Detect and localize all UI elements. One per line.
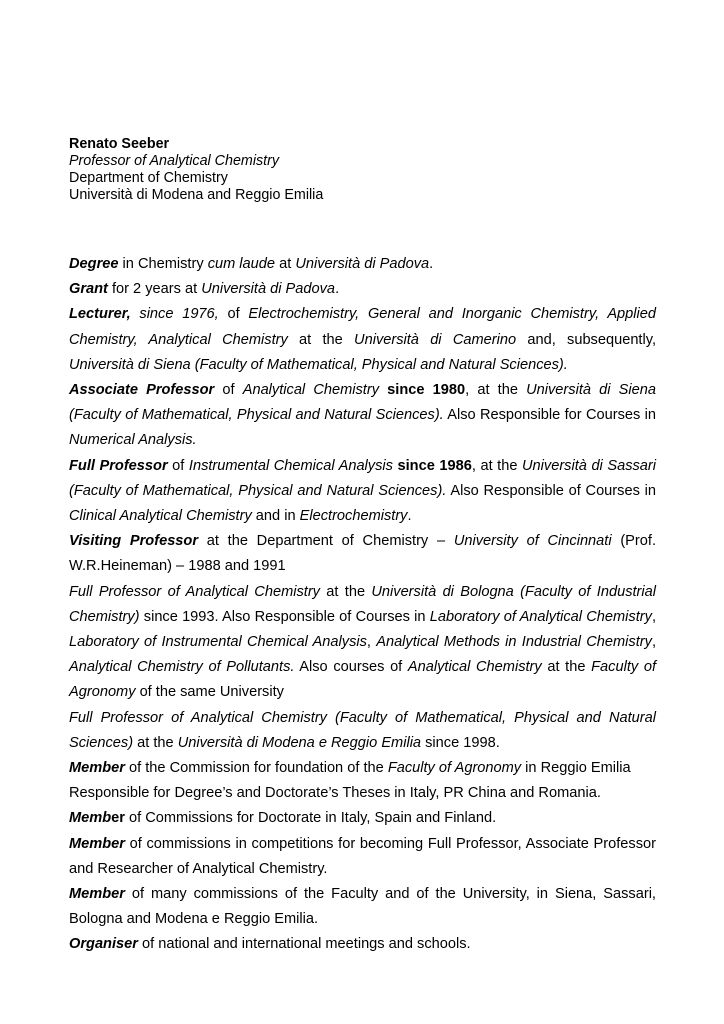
author-header (69, 136, 659, 204)
cv-paragraph (69, 806, 656, 831)
text-run: for 2 years at (107, 281, 202, 298)
text-run: , (651, 634, 656, 651)
text-run: Full Professor of Analytical Chemistry (69, 583, 320, 600)
text-run: Analytical Methods in Industrial Chemistry (376, 634, 652, 651)
text-run: Analytical Chemistry of Pollutants. (69, 659, 295, 676)
text-run: Università di Modena e Reggio Emilia (177, 734, 422, 751)
text-run: Università di Camerino (354, 331, 517, 348)
text-run: Università di Padova (201, 281, 336, 298)
text-run: Organiser (69, 936, 138, 953)
text-run: in Chemistry (118, 256, 208, 272)
cv-paragraph (69, 706, 656, 756)
author-title: Professor of Analytical Chemistry (69, 153, 280, 169)
text-run: , (366, 634, 377, 651)
text-run: of the same University (135, 684, 284, 701)
text-run: Full Professor of Analytical Chemistry (Faculty of Mathematical, Physical and Natural Sciences) (69, 709, 656, 751)
text-run: and, subsequently, (516, 331, 656, 348)
text-run: Università di Bologna (Faculty of Industrial Chemistry) (69, 583, 657, 625)
text-run: . (407, 508, 412, 525)
cv-paragraph (69, 252, 656, 277)
cv-paragraph (69, 781, 656, 806)
text-run: Also courses of (294, 659, 408, 676)
text-run: Full Professor (69, 457, 168, 474)
text-run: at the Department of Chemistry – (198, 533, 454, 550)
text-run: at the (287, 331, 355, 348)
text-run: since 1993. Also Responsible of Courses in (139, 608, 430, 625)
text-run: Grant (69, 281, 108, 298)
text-run: at the (133, 734, 178, 751)
text-run: of (227, 306, 249, 323)
text-run: Faculty of Agronomy (387, 760, 522, 777)
text-run: Lecturer, (69, 306, 131, 323)
author-name: Renato Seeber (69, 136, 170, 152)
text-run: University of Cincinnati (453, 533, 612, 550)
cv-paragraph (69, 756, 656, 781)
text-run: Numerical Analysis. (69, 432, 197, 449)
text-run: since 1986 (397, 457, 472, 474)
text-run: Associate Professor (69, 382, 215, 399)
text-run: , at the (471, 457, 523, 474)
text-run: Analytical Chemistry (407, 659, 542, 676)
text-run: Degree (69, 256, 119, 272)
text-run: Università di Sassari (Faculty of Mathematical, Physical and Natural Sciences). (69, 457, 657, 499)
text-run: of the Commission for foundation of the (124, 760, 388, 777)
text-run: Member (69, 886, 125, 903)
cv-paragraph (69, 378, 656, 454)
text-run: . (335, 281, 340, 298)
text-run: of many commissions of the Faculty and of the University, in Siena, Sassari, Bologna and Modena e Reggio Emilia. (69, 886, 656, 928)
text-run: Laboratory of Analytical Chemistry (429, 608, 652, 625)
text-run: at (275, 256, 296, 272)
cv-paragraph (69, 580, 656, 706)
text-run: Università di Siena (Faculty of Mathematical, Physical and Natural Sciences). (69, 356, 568, 373)
cv-paragraph (69, 277, 656, 302)
text-run: of Commissions for Doctorate in Italy, Spain and Finland. (124, 810, 497, 827)
text-run: Also Responsible for Courses in (443, 407, 656, 424)
cv-paragraph (69, 882, 656, 932)
text-run: of commissions in competitions for becoming Full Professor, Associate Professor and Researcher of Analytical Chemistry. (69, 835, 656, 877)
text-run: cum laude (207, 256, 276, 272)
text-run: Member (69, 760, 125, 777)
text-run: . (429, 256, 434, 272)
cv-paragraph (69, 832, 656, 882)
text-run: of (167, 457, 189, 474)
text-run: Laboratory of Instrumental Chemical Analysis (69, 634, 367, 651)
author-university: Università di Modena and Reggio Emilia (69, 187, 324, 203)
text-run: at the (319, 583, 372, 600)
text-run: in Reggio Emilia (521, 760, 631, 777)
text-run: Faculty of Agronomy (69, 659, 657, 701)
cv-body (69, 252, 656, 958)
text-run: Università di Padova (295, 256, 430, 272)
text-run: of (214, 382, 243, 399)
text-run: (Prof. W.R.Heineman) – 1988 and 1991 (69, 533, 657, 575)
text-run: Analytical Chemistry (242, 382, 380, 399)
text-run: Instrumental Chemical Analysis (188, 457, 393, 474)
text-run: Responsible for Degree’s and Doctorate’s Theses in Italy, PR China and Romania. (69, 785, 601, 802)
text-run: , at the (465, 382, 527, 399)
cv-paragraph (69, 932, 656, 957)
text-run: Member (69, 835, 125, 852)
text-run: Memb (69, 810, 112, 827)
text-run: of national and international meetings and schools. (137, 936, 471, 953)
text-run: and in (251, 508, 300, 525)
text-run: Electrochemistry, General and Inorganic Chemistry, Applied Chemistry, Analytical Chemistry (69, 306, 656, 348)
author-department: Department of Chemistry (69, 170, 228, 186)
text-run: since 1980 (387, 382, 466, 399)
text-run: Visiting Professor (69, 533, 199, 550)
cv-paragraph (69, 529, 656, 579)
cv-paragraph (69, 302, 656, 378)
text-run: at the (541, 659, 592, 676)
text-run: Università di Siena (Faculty of Mathematical, Physical and Natural Sciences). (69, 382, 656, 424)
cv-paragraph (69, 454, 656, 530)
text-run: Also Responsible of Courses in (446, 482, 656, 499)
text-run: Electrochemistry (299, 508, 408, 525)
text-run: since 1976, (130, 306, 228, 323)
text-run: Clinical Analytical Chemistry (69, 508, 252, 525)
text-run: , (651, 608, 656, 625)
text-run: since 1998. (421, 734, 500, 751)
text-run: er (111, 810, 125, 827)
text-run (379, 382, 387, 398)
